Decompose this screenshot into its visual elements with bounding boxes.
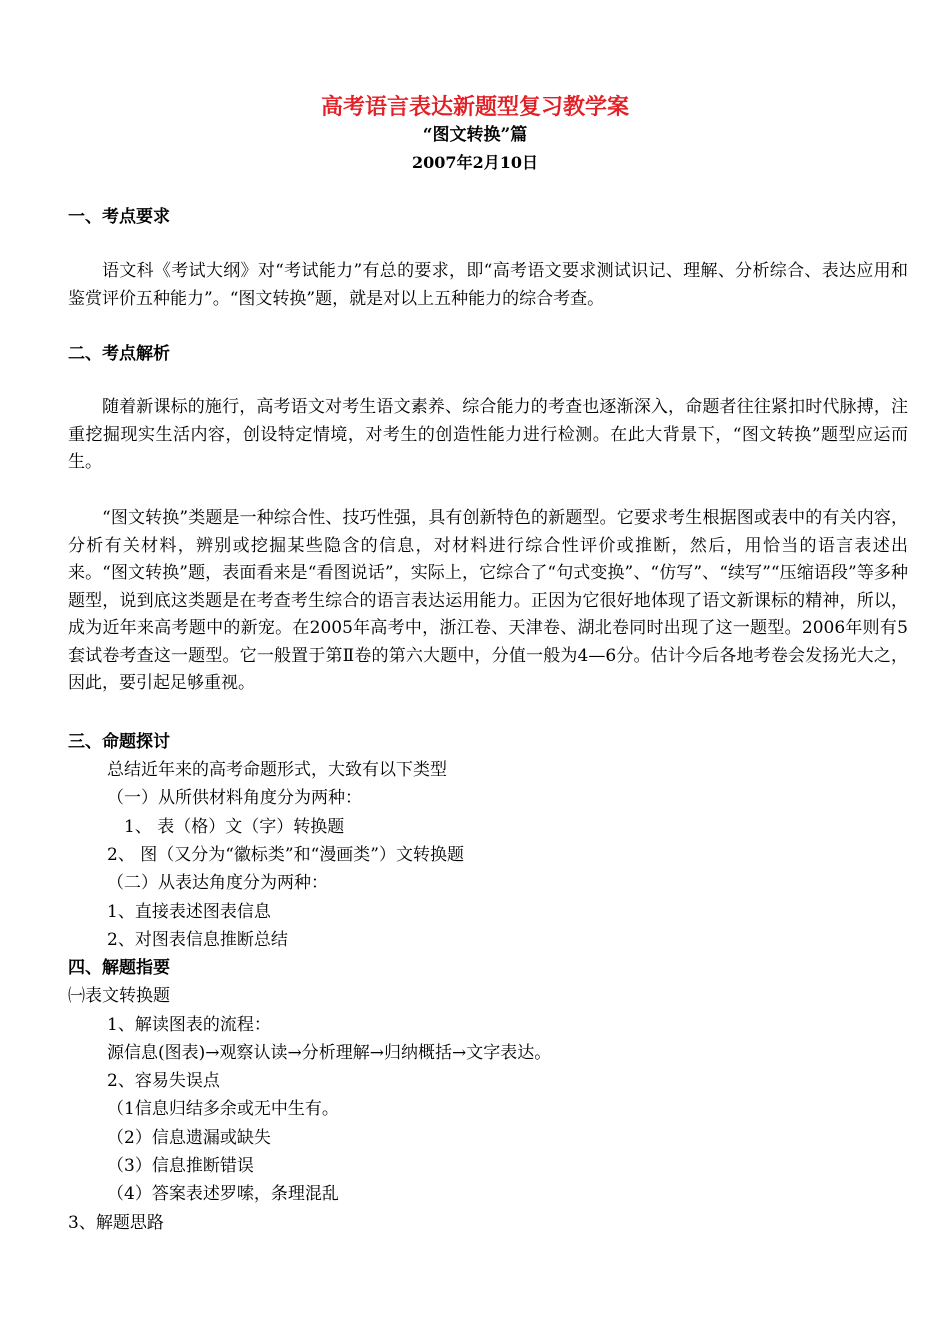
list-item: （2）信息遗漏或缺失 — [107, 1128, 271, 1148]
list-item: 3、解题思路 — [68, 1213, 164, 1233]
section-heading-guide: 四、解题指要 — [68, 958, 170, 978]
list-item: 2、对图表信息推断总结 — [107, 930, 288, 950]
list-item: （一）从所供材料角度分为两种： — [107, 788, 362, 808]
list-item: 源信息(图表)→观察认读→分析理解→归纳概括→文字表达。 — [107, 1043, 552, 1063]
list-item: （4）答案表述罗嗦，条理混乱 — [107, 1184, 339, 1204]
list-item: 1、直接表述图表信息 — [107, 902, 271, 922]
paragraph: 语文科《考试大纲》对“考试能力”有总的要求，即“高考语文要求测试识记、理解、分析综合、表达应用和鉴赏评价五种能力”。“图文转换”题，就是对以上五种能力的综合考查。 — [68, 261, 908, 309]
list-item: （3）信息推断错误 — [107, 1156, 254, 1176]
list-item: 2、 图（又分为“徽标类”和“漫画类”）文转换题 — [107, 845, 464, 865]
list-item: 总结近年来的高考命题形式，大致有以下类型 — [107, 760, 447, 780]
paragraph: 随着新课标的施行，高考语文对考生语文素养、综合能力的考查也逐渐深入，命题者往往紧扣时代脉搏，注重挖掘现实生活内容，创设特定情境，对考生的创造性能力进行检测。在此大背景下，“图文转换”题型应运而生。 — [68, 397, 908, 472]
section-heading-discussion: 三、命题探讨 — [68, 732, 170, 752]
paragraph: “图文转换”类题是一种综合性、技巧性强，具有创新特色的新题型。它要求考生根据图或表中的有关内容，分析有关材料，辨别或挖掘某些隐含的信息，对材料进行综合性评价或推断，然后，用恰当的语言表述出来。“图文转换”题，表面看来是“看图说话”，实际上，它综合了“句式变换”、“仿写”、“续写”“压缩语段”等多种题型，说到底这类题是在考查考生综合的语言表达运用能力。正因为它很好地体现了语文新课标的精神，所以，成为近年来高考题中的新宠。在2005年高考中，浙江卷、天津卷、湖北卷同时出现了这一题型。2006年则有5套试卷考查这一题型。它一般置于第Ⅱ卷的第六大题中，分值一般为4—6分。估计今后各地考卷会发扬光大之，因此，要引起足够重视。 — [68, 508, 908, 693]
section-heading-requirements: 一、考点要求 — [68, 207, 170, 227]
section-heading-analysis: 二、考点解析 — [68, 344, 170, 364]
list-item: （1信息归结多余或无中生有。 — [107, 1099, 339, 1119]
document-date: 2007年2月10日 — [412, 153, 538, 172]
list-item: （二）从表达角度分为两种： — [107, 873, 328, 893]
list-item: 1、 表（格）文（字）转换题 — [124, 817, 345, 837]
list-item: 2、容易失误点 — [107, 1071, 220, 1091]
list-item: ㈠表文转换题 — [68, 986, 170, 1006]
document-subtitle: “图文转换”篇 — [422, 125, 528, 145]
document-title: 高考语言表达新题型复习教学案 — [320, 94, 629, 120]
list-item: 1、解读图表的流程： — [107, 1015, 271, 1035]
